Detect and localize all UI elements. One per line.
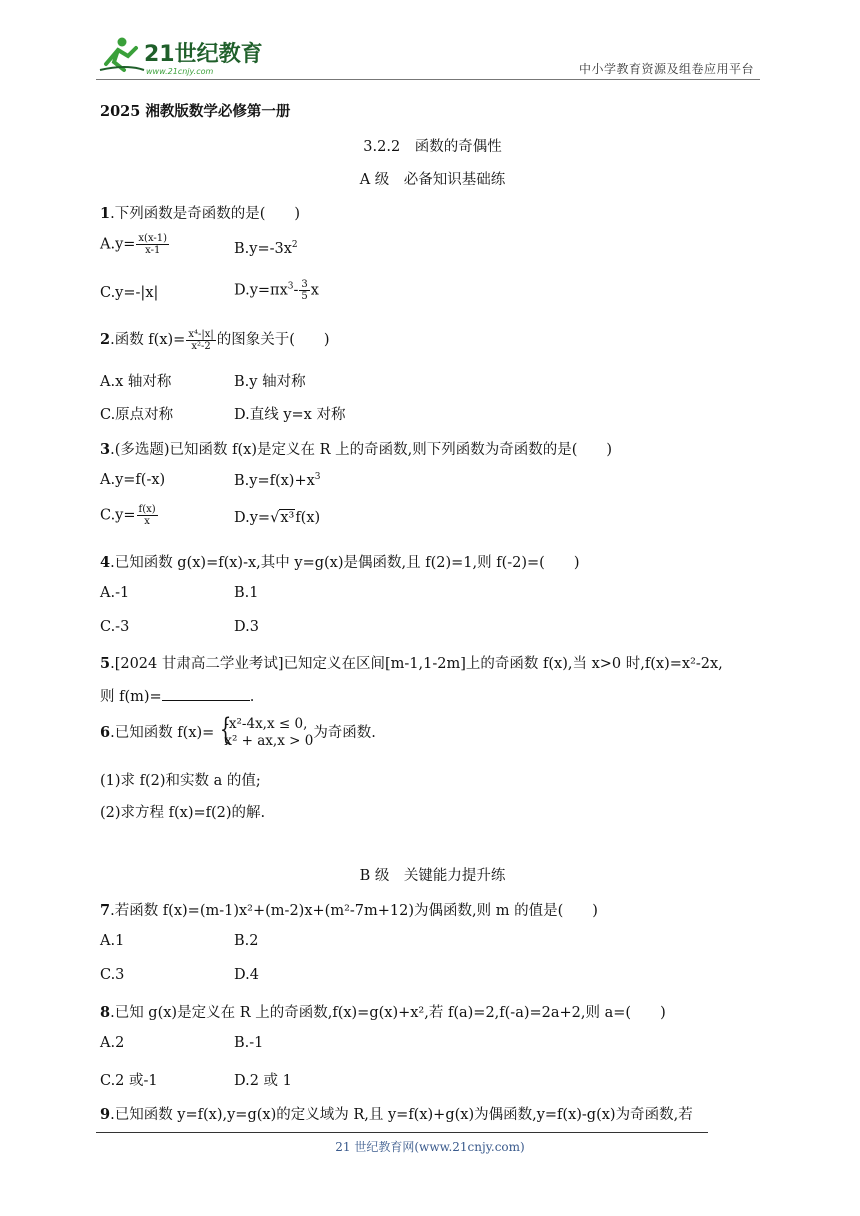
question-6: 6.已知函数 f(x)= { -x²-4x,x ≤ 0, x² + ax,x > 0 为奇函数. (100, 712, 376, 749)
q2-option-c: C.原点对称 (100, 407, 174, 423)
answer-blank[interactable] (162, 688, 250, 701)
svg-text:21世纪教育: 21世纪教育 (144, 42, 263, 67)
question-6-part-1: (1)求 f(2)和实数 a 的值; (100, 773, 261, 789)
question-1: 1.下列函数是奇函数的是( ) (100, 205, 301, 222)
q2-option-b: B.y 轴对称 (234, 374, 306, 390)
question-6-part-2: (2)求方程 f(x)=f(2)的解. (100, 805, 266, 821)
question-8: 8.已知 g(x)是定义在 R 上的奇函数,f(x)=g(x)+x²,若 f(a)=2,f(-a)=2a+2,则 a=( ) (100, 1004, 666, 1021)
q8-option-d: D.2 或 1 (234, 1073, 292, 1089)
q7-option-a: A.1 (100, 933, 125, 949)
question-5: 5.[2024 甘肃高二学业考试]已知定义在区间[m-1,1-2m]上的奇函数 f(x),当 x>0 时,f(x)=x²-2x, (100, 655, 723, 672)
question-4: 4.已知函数 g(x)=f(x)-x,其中 y=g(x)是偶函数,且 f(2)=1,则 f(-2)=( ) (100, 554, 580, 571)
q4-option-d: D.3 (234, 619, 259, 635)
q7-option-c: C.3 (100, 967, 125, 983)
q7-option-b: B.2 (234, 933, 259, 949)
q3-option-b: $B.y=f(x)+x^3$ (234, 472, 321, 489)
header-divider (96, 79, 760, 80)
footer-site-link[interactable]: 21 世纪教育网(www.21cnjy.com) (335, 1140, 525, 1154)
document-title: 2025 湘教版数学必修第一册 (100, 103, 291, 120)
q4-option-c: C.-3 (100, 619, 130, 635)
site-logo (96, 34, 266, 76)
q1-option-b: $B.y=-3x^2$ (234, 240, 298, 257)
footer-divider (96, 1132, 708, 1133)
question-7: 7.若函数 f(x)=(m-1)x²+(m-2)x+(m²-7m+12)为偶函数,则 m 的值是( ) (100, 902, 598, 919)
q7-option-d: D.4 (234, 967, 259, 983)
question-9: 9.已知函数 y=f(x),y=g(x)的定义域为 R,且 y=f(x)+g(x)为偶函数,y=f(x)-g(x)为奇函数,若 (100, 1106, 693, 1123)
q8-option-a: A.2 (100, 1035, 125, 1051)
section-a-title: A 级 必备知识基础练 (359, 172, 506, 188)
question-5-answer-line: 则 f(m)= . (100, 689, 255, 705)
q4-option-a: A.-1 (100, 585, 130, 601)
q1-option-d: $D.y=\pi x^3-$ $\frac{3}{5}$ x (234, 279, 319, 302)
q3-option-d: D.y=√x³f(x) (234, 510, 321, 526)
q3-option-a: A.y=f(-x) (100, 472, 166, 488)
question-2: 2.函数 f(x)= $\frac{\text{x⁴-|x|}}{\text{x²-2}}$ 的图象关于( ) (100, 328, 330, 352)
page-header (96, 30, 760, 80)
q2-option-d: D.直线 y=x 对称 (234, 407, 346, 423)
question-3: 3.(多选题)已知函数 f(x)是定义在 R 上的奇函数,则下列函数为奇函数的是( ) (100, 441, 613, 458)
q8-option-c: C.2 或-1 (100, 1073, 158, 1089)
lesson-title: 3.2.2 函数的奇偶性 (363, 139, 502, 155)
q1-option-a: A.y= $\frac{x(x-1)}{x-1}$ (100, 233, 168, 256)
q3-option-c: C.y= $\frac{f(x)}{x}$ (100, 504, 156, 527)
section-b-title: B 级 关键能力提升练 (359, 868, 506, 884)
svg-text:www.21cnjy.com: www.21cnjy.com (146, 67, 214, 76)
platform-name: 中小学教育资源及组卷应用平台 (578, 62, 754, 76)
q1-option-c: C.y=-|x| (100, 285, 159, 301)
q2-option-a: A.x 轴对称 (100, 374, 172, 390)
q8-option-b: B.-1 (234, 1035, 264, 1051)
q4-option-b: B.1 (234, 585, 259, 601)
